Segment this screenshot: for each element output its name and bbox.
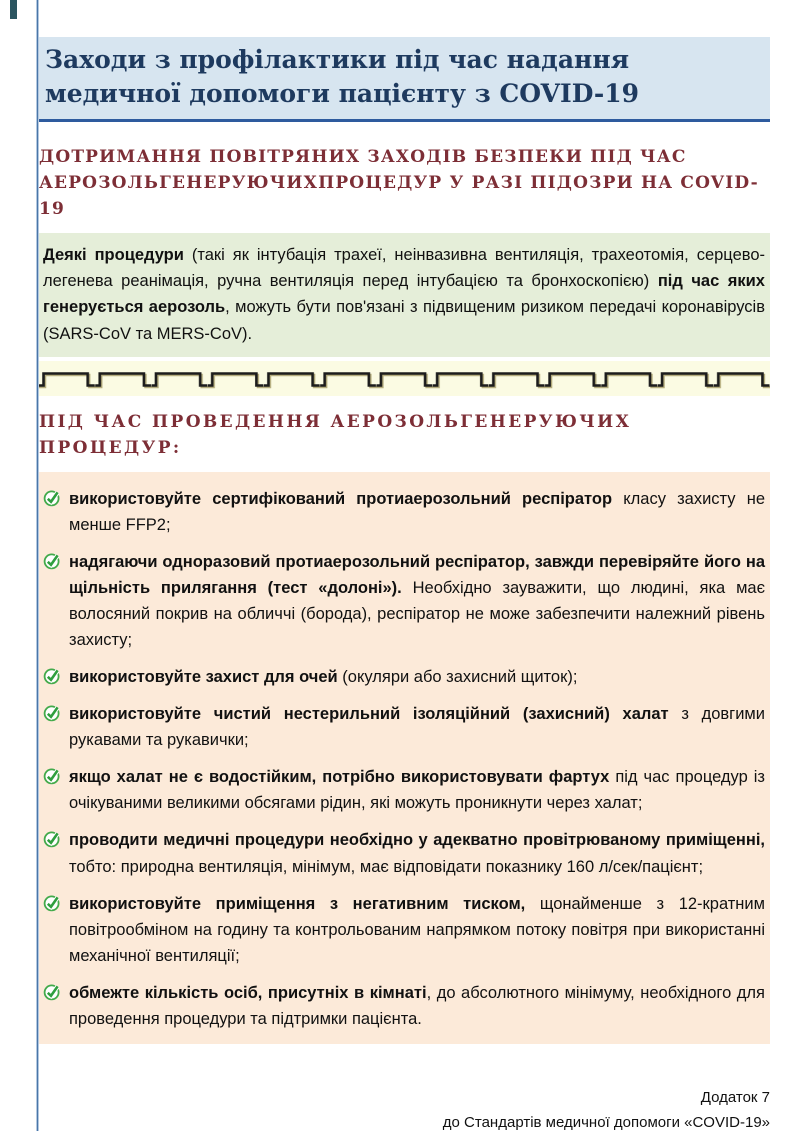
list-item-text [69,486,765,538]
list-item [43,549,765,653]
crenellated-divider [39,361,770,396]
item-normal-text: тобто: природна вентиляція, мінімум, має відповідати показнику 160 л/сек/пацієнт; [69,857,704,876]
item-bold-text: надягаючи одноразовий протиаерозольний респіратор, завжди перевіряйте його на щільність прилягання (тест «долоні»). [69,552,765,597]
list-item-text [69,549,765,653]
item-normal-text: щонайменше з 12-кратним повітрообміном на годину та контрольованим напрямком потоку повітря при використанні механічної вентиляції; [69,894,765,965]
heading-airborne-safety: ДОТРИМАННЯ ПОВІТРЯНИХ ЗАХОДІВ БЕЗПЕКИ ПІД ЧАС АЕРОЗОЛЬГЕНЕРУЮЧИХПРОЦЕДУР У РАЗІ ПІДОЗРИ НА COVID-19 [39,146,759,220]
item-bold-text: якщо халат не є водостійким, потрібно використовувати фартух [69,768,610,787]
page-edge-mark [10,0,17,19]
list-item-text [69,664,765,690]
crenellation-line-icon [39,366,770,392]
item-normal-text: (окуляри або захисний щиток); [337,668,578,687]
check-circle-icon [43,704,61,722]
list-item-text [69,701,765,753]
item-bold-text: використовуйте чистий нестерильний ізоляційний (захисний) халат [69,705,669,724]
item-bold-text: використовуйте сертифікований протиаерозольний респіратор [69,489,613,508]
item-bold-text: обмежте кількість осіб, присутніх в кімнаті [69,983,427,1002]
item-normal-text: , до абсолютного мінімуму, необхідного для проведення процедури та підтримки пацієнта. [69,983,765,1028]
item-normal-text: Необхідно зауважити, що людині, яка має волосяний покрив на обличчі (борода), респіратор не може забезпечити належний рівень захисту; [69,578,766,650]
heading-during-procedures: ПІД ЧАС ПРОВЕДЕННЯ АЕРОЗОЛЬГЕНЕРУЮЧИХ ПРОЦЕДУР: [39,412,632,459]
check-circle-icon [43,830,61,848]
item-normal-text: з довгими рукавами та рукавички; [69,705,765,750]
list-item [43,891,765,969]
check-circle-icon [43,489,61,507]
list-item-text [69,891,765,969]
list-item-text [69,980,765,1032]
check-circle-icon [43,983,61,1001]
list-item [43,701,765,753]
list-item [43,486,765,538]
item-normal-text: класу захисту не менше FFP2; [69,489,765,534]
check-circle-icon [43,767,61,785]
intro-paragraph [39,233,770,358]
precautions-checklist [39,472,770,1044]
content-column [39,0,770,1131]
intro-bold-2: під час яких генерується аерозоль [43,271,765,317]
list-item-text [69,764,765,816]
list-item-text [69,827,765,879]
item-bold-text: використовуйте захист для очей [69,668,338,687]
document-footer [39,1086,770,1131]
check-circle-icon [43,667,61,685]
intro-text-1: (такі як інтубація трахеї, неінвазивна вентиляція, трахеотомія, серцево-легенева реанімація, ручна вентиляція перед інтубацією та бронхоскопією) [43,245,765,290]
list-item [43,664,765,690]
list-item [43,980,765,1032]
footer-standard-reference: до Стандартів медичної допомоги «COVID-19» [442,1113,770,1131]
intro-text-2: , можуть бути пов'язані з підвищеним ризиком передачі коронавірусів (SARS-CoV та MERS-CoV). [43,298,765,343]
intro-bold-1: Деякі процедури [43,245,184,264]
list-item [43,827,765,879]
item-normal-text: під час процедур із очікуваними великими обсягами рідин, які можуть проникнути через халат; [69,768,765,813]
check-circle-icon [43,894,61,912]
list-item [43,764,765,816]
footer-appendix-number: Додаток 7 [700,1088,770,1106]
item-bold-text: проводити медичні процедури необхідно у адекватно провітрюваному приміщенні, [69,831,765,850]
item-bold-text: використовуйте приміщення з негативним тиском, [69,894,526,913]
page-title: Заходи з профілактики під час надання медичної допомоги пацієнту з COVID-19 [39,37,770,122]
check-circle-icon [43,552,61,570]
